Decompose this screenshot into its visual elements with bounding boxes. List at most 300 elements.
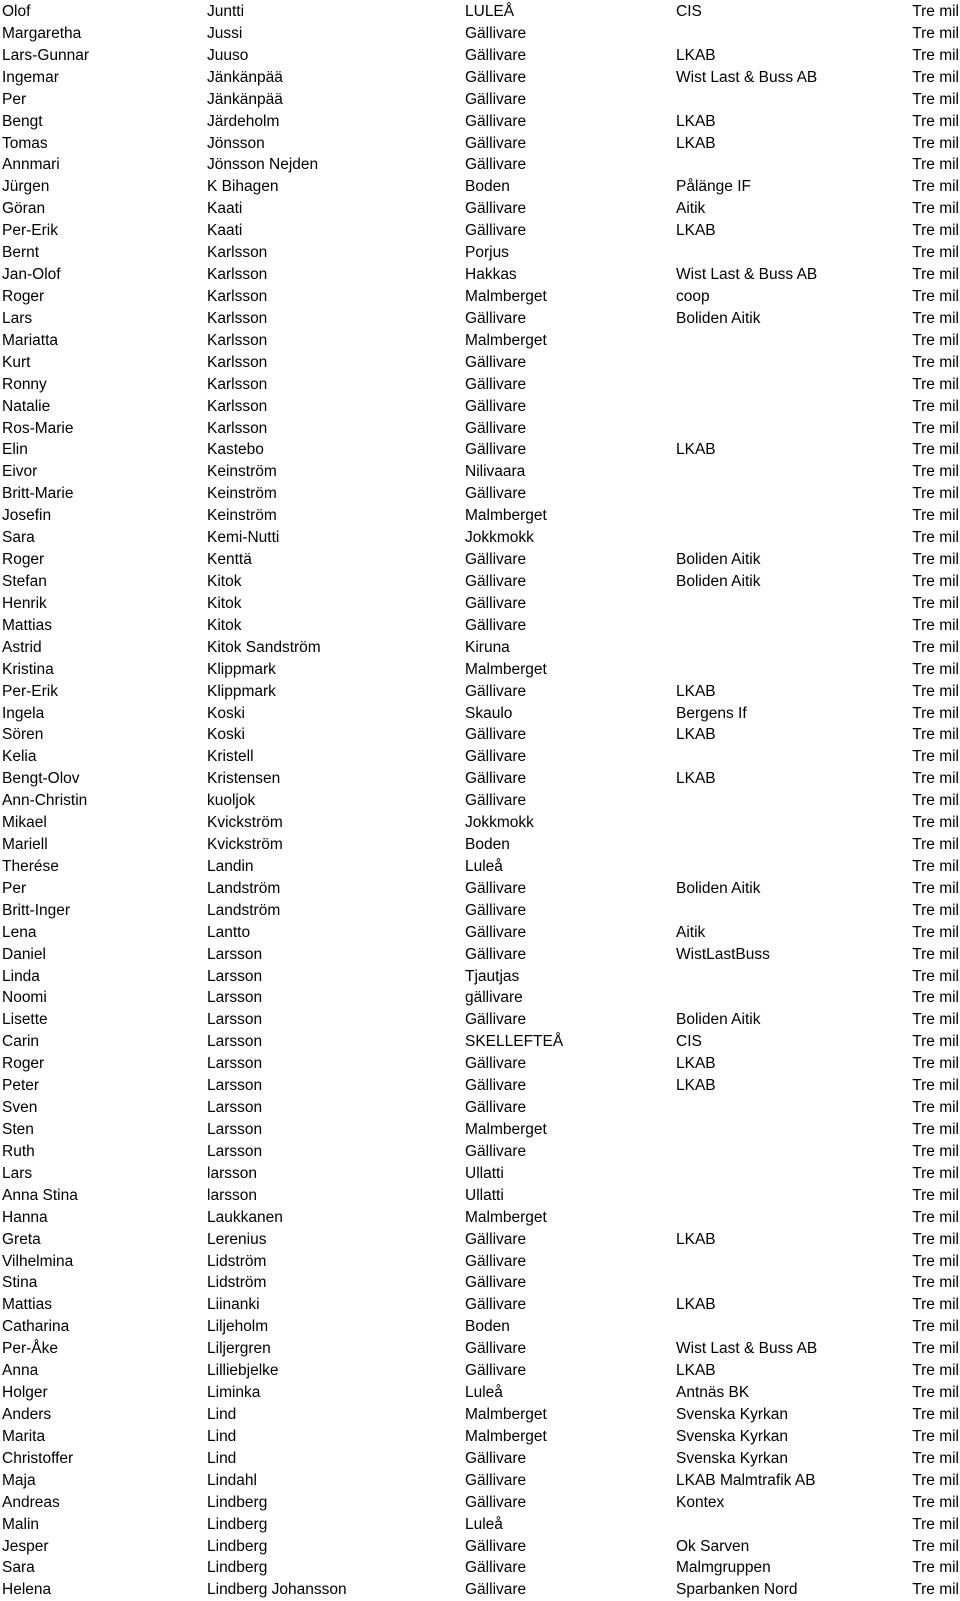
table-row [0, 856, 960, 878]
table-row [0, 900, 960, 922]
table-row [0, 1, 960, 23]
first-name-cell: Per [2, 879, 27, 897]
race-cell: Tre mil [912, 46, 959, 64]
race-cell: Tre mil [912, 572, 959, 590]
table-row [0, 396, 960, 418]
club-cell: LKAB [676, 770, 716, 788]
last-name-cell: Liminka [207, 1384, 261, 1402]
town-cell: Gällivare [465, 156, 527, 174]
last-name-cell: larsson [207, 1164, 257, 1182]
race-cell: Tre mil [912, 156, 959, 174]
table-row [0, 198, 960, 220]
table-row [0, 966, 960, 988]
table-row [0, 1031, 960, 1053]
race-cell: Tre mil [912, 1077, 959, 1095]
last-name-cell: Karlsson [207, 331, 268, 349]
last-name-cell: Larsson [207, 1099, 263, 1117]
last-name-cell: Karlsson [207, 375, 268, 393]
town-cell: Gällivare [465, 1230, 527, 1248]
first-name-cell: Anders [2, 1406, 52, 1423]
town-cell: Malmberget [465, 331, 547, 349]
first-name-cell: Jesper [2, 1537, 49, 1555]
table-row [0, 1382, 960, 1404]
race-cell: Tre mil [912, 792, 959, 810]
last-name-cell: kuoljok [207, 792, 256, 810]
table-row [0, 1119, 960, 1141]
town-cell: Boden [465, 178, 510, 196]
race-cell: Tre mil [912, 682, 959, 700]
table-row [0, 1185, 960, 1207]
table-row [0, 133, 960, 155]
last-name-cell: Lindberg [207, 1515, 268, 1533]
last-name-cell: Kitok Sandström [207, 638, 321, 656]
race-cell: Tre mil [912, 353, 959, 371]
last-name-cell: Larsson [207, 1055, 263, 1073]
first-name-cell: Lena [2, 923, 37, 941]
last-name-cell: Klippmark [207, 660, 276, 678]
first-name-cell: Natalie [2, 397, 51, 415]
table-row [0, 878, 960, 900]
first-name-cell: Noomi [2, 989, 47, 1007]
town-cell: gällivare [465, 989, 523, 1007]
last-name-cell: Lilliebjelke [207, 1362, 279, 1380]
race-cell: Tre mil [912, 419, 959, 437]
race-cell: Tre mil [912, 551, 959, 569]
town-cell: Ullatti [465, 1186, 504, 1204]
last-name-cell: Keinström [207, 463, 277, 481]
table-row [0, 1426, 960, 1448]
race-cell: Tre mil [912, 1121, 959, 1139]
first-name-cell: Mariell [2, 836, 48, 854]
town-cell: Gällivare [465, 748, 527, 766]
town-cell: Tjautjas [465, 967, 520, 985]
first-name-cell: Elin [2, 441, 28, 459]
race-cell: Tre mil [912, 770, 959, 788]
first-name-cell: Olof [2, 3, 31, 20]
club-cell: LKAB [676, 1230, 716, 1248]
race-cell: Tre mil [912, 1471, 959, 1489]
last-name-cell: Landin [207, 857, 254, 875]
town-cell: Gällivare [465, 1252, 527, 1270]
club-cell: LKAB [676, 134, 716, 152]
town-cell: Ullatti [465, 1164, 504, 1182]
race-cell: Tre mil [912, 704, 959, 722]
first-name-cell: Per-Åke [2, 1340, 58, 1358]
table-row [0, 1514, 960, 1536]
town-cell: Gällivare [465, 397, 527, 415]
table-row [0, 703, 960, 725]
first-name-cell: Kristina [2, 660, 54, 678]
race-cell: Tre mil [912, 134, 959, 152]
last-name-cell: Jussi [207, 24, 243, 42]
table-row [0, 45, 960, 67]
race-cell: Tre mil [912, 3, 959, 20]
last-name-cell: Kristell [207, 748, 254, 766]
table-row [0, 461, 960, 483]
table-row [0, 1557, 960, 1579]
last-name-cell: Landström [207, 879, 281, 897]
first-name-cell: Lars [2, 1164, 33, 1182]
table-row [0, 111, 960, 133]
table-row [0, 571, 960, 593]
last-name-cell: Lantto [207, 923, 251, 941]
table-row [0, 23, 960, 45]
first-name-cell: Ann-Christin [2, 792, 88, 810]
club-cell: Wist Last & Buss AB [676, 266, 818, 284]
race-cell: Tre mil [912, 485, 959, 503]
town-cell: Luleå [465, 857, 503, 875]
club-cell: LKAB [676, 46, 716, 64]
race-cell: Tre mil [912, 945, 959, 963]
town-cell: Kiruna [465, 638, 510, 656]
town-cell: Malmberget [465, 1208, 547, 1226]
table-row [0, 768, 960, 790]
race-cell: Tre mil [912, 529, 959, 547]
town-cell: Luleå [465, 1384, 503, 1402]
table-row [0, 330, 960, 352]
last-name-cell: Larsson [207, 1033, 263, 1051]
town-cell: Gällivare [465, 1099, 527, 1117]
race-cell: Tre mil [912, 331, 959, 349]
table-row [0, 1207, 960, 1229]
first-name-cell: Lars [2, 309, 33, 327]
table-row [0, 724, 960, 746]
first-name-cell: Christoffer [2, 1449, 74, 1467]
club-cell: Svenska Kyrkan [676, 1406, 788, 1423]
club-cell: LKAB [676, 1077, 716, 1095]
town-cell: Jokkmokk [465, 529, 534, 547]
town-cell: Gällivare [465, 134, 527, 152]
first-name-cell: Sten [2, 1121, 34, 1139]
town-cell: Malmberget [465, 1427, 547, 1445]
last-name-cell: Larsson [207, 945, 263, 963]
table-row [0, 242, 960, 264]
town-cell: Gällivare [465, 1340, 527, 1358]
town-cell: Porjus [465, 244, 509, 262]
club-cell: Boliden Aitik [676, 879, 761, 897]
table-row [0, 812, 960, 834]
race-cell: Tre mil [912, 726, 959, 744]
first-name-cell: Maja [2, 1471, 36, 1489]
first-name-cell: Anna Stina [2, 1186, 78, 1204]
club-cell: Aitik [676, 923, 706, 941]
last-name-cell: Liljergren [207, 1340, 271, 1358]
first-name-cell: Vilhelmina [2, 1252, 74, 1270]
club-cell: CIS [676, 1033, 702, 1051]
race-cell: Tre mil [912, 1011, 959, 1029]
table-row [0, 286, 960, 308]
last-name-cell: Larsson [207, 1121, 263, 1139]
first-name-cell: Andreas [2, 1493, 60, 1511]
club-cell: Svenska Kyrkan [676, 1449, 788, 1467]
club-cell: Sparbanken Nord [676, 1581, 798, 1599]
last-name-cell: Juntti [207, 3, 245, 20]
town-cell: Gällivare [465, 419, 527, 437]
race-cell: Tre mil [912, 287, 959, 305]
race-cell: Tre mil [912, 1186, 959, 1204]
race-cell: Tre mil [912, 222, 959, 240]
last-name-cell: Järdeholm [207, 112, 280, 130]
first-name-cell: Stina [2, 1274, 38, 1292]
first-name-cell: Bernt [2, 244, 40, 262]
first-name-cell: Göran [2, 200, 46, 218]
first-name-cell: Malin [2, 1515, 40, 1533]
last-name-cell: Karlsson [207, 309, 268, 327]
town-cell: Gällivare [465, 222, 527, 240]
first-name-cell: Anna [2, 1362, 39, 1380]
race-cell: Tre mil [912, 1099, 959, 1117]
last-name-cell: Lindahl [207, 1471, 257, 1489]
race-cell: Tre mil [912, 814, 959, 832]
town-cell: Gällivare [465, 1077, 527, 1095]
race-cell: Tre mil [912, 1406, 959, 1423]
table-row [0, 1404, 960, 1426]
club-cell: Boliden Aitik [676, 309, 761, 327]
race-cell: Tre mil [912, 967, 959, 985]
club-cell: Boliden Aitik [676, 551, 761, 569]
race-cell: Tre mil [912, 68, 959, 86]
club-cell: Bergens If [676, 704, 747, 722]
first-name-cell: Mikael [2, 814, 47, 832]
town-cell: Gällivare [465, 68, 527, 86]
town-cell: Malmberget [465, 1121, 547, 1139]
table-row [0, 1251, 960, 1273]
club-cell: LKAB [676, 222, 716, 240]
first-name-cell: Kelia [2, 748, 37, 766]
club-cell: Aitik [676, 200, 706, 218]
race-cell: Tre mil [912, 112, 959, 130]
first-name-cell: Sören [2, 726, 44, 744]
last-name-cell: Kemi-Nutti [207, 529, 280, 547]
race-cell: Tre mil [912, 660, 959, 678]
table-row [0, 505, 960, 527]
table-row [0, 922, 960, 944]
club-cell: coop [676, 287, 710, 305]
town-cell: Gällivare [465, 1296, 527, 1314]
race-cell: Tre mil [912, 90, 959, 108]
race-cell: Tre mil [912, 1274, 959, 1292]
table-row [0, 439, 960, 461]
last-name-cell: Liljeholm [207, 1318, 269, 1336]
town-cell: Gällivare [465, 1362, 527, 1380]
table-row [0, 549, 960, 571]
town-cell: Gällivare [465, 770, 527, 788]
table-row [0, 1053, 960, 1075]
first-name-cell: Eivor [2, 463, 38, 481]
town-cell: Malmberget [465, 287, 547, 305]
last-name-cell: Larsson [207, 967, 263, 985]
town-cell: Gällivare [465, 1011, 527, 1029]
club-cell: LKAB [676, 682, 716, 700]
last-name-cell: Kvickström [207, 814, 283, 832]
first-name-cell: Per [2, 90, 27, 108]
race-cell: Tre mil [912, 748, 959, 766]
town-cell: Gällivare [465, 1274, 527, 1292]
town-cell: Gällivare [465, 551, 527, 569]
table-row [0, 67, 960, 89]
first-name-cell: Sara [2, 1559, 35, 1577]
last-name-cell: Keinström [207, 485, 277, 503]
race-cell: Tre mil [912, 1362, 959, 1380]
last-name-cell: Juuso [207, 46, 249, 64]
last-name-cell: Karlsson [207, 353, 268, 371]
town-cell: Gällivare [465, 309, 527, 327]
participant-list [0, 1, 960, 1601]
race-cell: Tre mil [912, 901, 959, 919]
first-name-cell: Bengt-Olov [2, 770, 80, 788]
table-row [0, 1316, 960, 1338]
first-name-cell: Bengt [2, 112, 43, 130]
table-row [0, 1229, 960, 1251]
table-row [0, 308, 960, 330]
table-row [0, 220, 960, 242]
club-cell: LKAB [676, 112, 716, 130]
town-cell: Gällivare [465, 1055, 527, 1073]
town-cell: Gällivare [465, 1449, 527, 1467]
table-row [0, 264, 960, 286]
first-name-cell: Helena [2, 1581, 52, 1599]
race-cell: Tre mil [912, 879, 959, 897]
town-cell: Boden [465, 1318, 510, 1336]
club-cell: Wist Last & Buss AB [676, 68, 818, 86]
race-cell: Tre mil [912, 1296, 959, 1314]
first-name-cell: Ingela [2, 704, 45, 722]
first-name-cell: Peter [2, 1077, 40, 1095]
table-row [0, 834, 960, 856]
table-row [0, 527, 960, 549]
table-row [0, 1097, 960, 1119]
table-row [0, 1163, 960, 1185]
club-cell: LKAB [676, 441, 716, 459]
club-cell: LKAB [676, 1362, 716, 1380]
town-cell: Gällivare [465, 24, 527, 42]
last-name-cell: Koski [207, 726, 245, 744]
town-cell: Gällivare [465, 1493, 527, 1511]
table-row [0, 790, 960, 812]
table-row [0, 1294, 960, 1316]
table-row [0, 1579, 960, 1601]
race-cell: Tre mil [912, 397, 959, 415]
race-cell: Tre mil [912, 594, 959, 612]
first-name-cell: Britt-Marie [2, 485, 74, 503]
first-name-cell: Mattias [2, 616, 52, 634]
last-name-cell: Lind [207, 1427, 237, 1445]
table-row [0, 944, 960, 966]
first-name-cell: Roger [2, 551, 45, 569]
table-row [0, 593, 960, 615]
first-name-cell: Roger [2, 287, 45, 305]
race-cell: Tre mil [912, 1340, 959, 1358]
last-name-cell: Koski [207, 704, 245, 722]
town-cell: Skaulo [465, 704, 513, 722]
town-cell: Gällivare [465, 923, 527, 941]
last-name-cell: Kristensen [207, 770, 281, 788]
town-cell: Gällivare [465, 726, 527, 744]
club-cell: Pålänge IF [676, 178, 751, 196]
last-name-cell: Kitok [207, 594, 242, 612]
first-name-cell: Therése [2, 857, 59, 875]
race-cell: Tre mil [912, 1252, 959, 1270]
table-row [0, 418, 960, 440]
town-cell: Gällivare [465, 572, 527, 590]
race-cell: Tre mil [912, 1055, 959, 1073]
table-row [0, 1536, 960, 1558]
first-name-cell: Catharina [2, 1318, 70, 1336]
last-name-cell: Jönsson Nejden [207, 156, 319, 174]
race-cell: Tre mil [912, 1581, 959, 1599]
table-row [0, 746, 960, 768]
club-cell: LKAB [676, 726, 716, 744]
last-name-cell: Lindberg [207, 1493, 268, 1511]
first-name-cell: Jürgen [2, 178, 50, 196]
town-cell: Nilivaara [465, 463, 526, 481]
last-name-cell: Jönsson [207, 134, 265, 152]
club-cell: CIS [676, 3, 702, 20]
first-name-cell: Ros-Marie [2, 419, 74, 437]
race-cell: Tre mil [912, 441, 959, 459]
first-name-cell: Kurt [2, 353, 31, 371]
race-cell: Tre mil [912, 836, 959, 854]
club-cell: Malmgruppen [676, 1559, 771, 1577]
last-name-cell: Larsson [207, 989, 263, 1007]
town-cell: Gällivare [465, 594, 527, 612]
town-cell: Gällivare [465, 1559, 527, 1577]
first-name-cell: Lisette [2, 1011, 48, 1029]
club-cell: Kontex [676, 1493, 725, 1511]
first-name-cell: Annmari [2, 156, 60, 174]
race-cell: Tre mil [912, 309, 959, 327]
first-name-cell: Britt-Inger [2, 901, 71, 919]
race-cell: Tre mil [912, 375, 959, 393]
town-cell: Gällivare [465, 792, 527, 810]
club-cell: Boliden Aitik [676, 1011, 761, 1029]
table-row [0, 176, 960, 198]
last-name-cell: larsson [207, 1186, 257, 1204]
table-row [0, 1009, 960, 1031]
first-name-cell: Roger [2, 1055, 45, 1073]
table-row [0, 1470, 960, 1492]
race-cell: Tre mil [912, 1230, 959, 1248]
town-cell: LULEÅ [465, 3, 515, 20]
last-name-cell: Keinström [207, 507, 277, 525]
first-name-cell: Tomas [2, 134, 48, 152]
race-cell: Tre mil [912, 638, 959, 656]
race-cell: Tre mil [912, 1208, 959, 1226]
last-name-cell: Kvickström [207, 836, 283, 854]
first-name-cell: Marita [2, 1427, 46, 1445]
town-cell: Gällivare [465, 112, 527, 130]
last-name-cell: Karlsson [207, 287, 268, 305]
first-name-cell: Sven [2, 1099, 38, 1117]
first-name-cell: Ruth [2, 1142, 35, 1160]
last-name-cell: Larsson [207, 1142, 263, 1160]
last-name-cell: Lidström [207, 1252, 267, 1270]
last-name-cell: Larsson [207, 1077, 263, 1095]
table-row [0, 89, 960, 111]
last-name-cell: Landström [207, 901, 281, 919]
table-row [0, 1141, 960, 1163]
town-cell: Gällivare [465, 441, 527, 459]
table-row [0, 659, 960, 681]
table-row [0, 681, 960, 703]
town-cell: Gällivare [465, 375, 527, 393]
first-name-cell: Mattias [2, 1296, 52, 1314]
last-name-cell: Jänkänpää [207, 90, 283, 108]
first-name-cell: Lars-Gunnar [2, 46, 90, 64]
race-cell: Tre mil [912, 857, 959, 875]
town-cell: SKELLEFTEÅ [465, 1033, 564, 1051]
race-cell: Tre mil [912, 1142, 959, 1160]
